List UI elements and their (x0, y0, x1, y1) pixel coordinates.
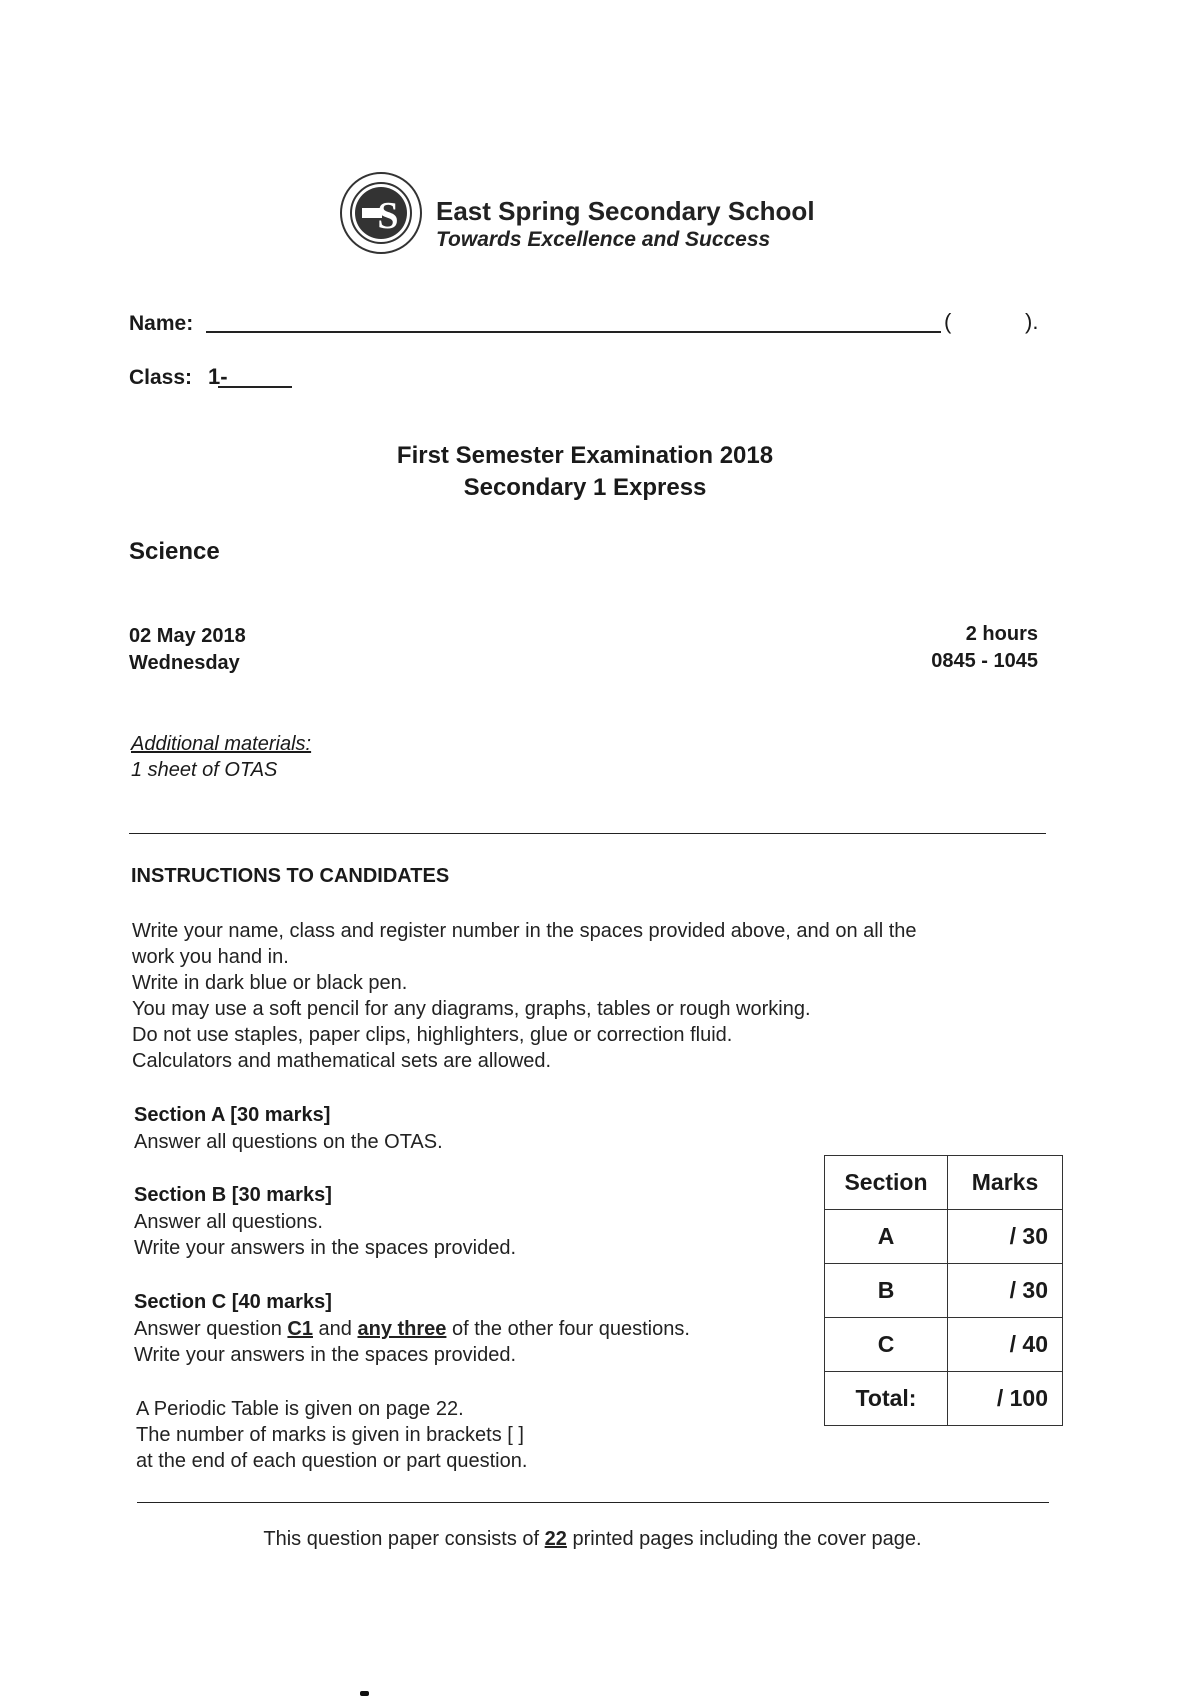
marks-cell: / 30 (948, 1264, 1063, 1318)
exam-level: Secondary 1 Express (463, 474, 707, 501)
marks-note: The number of marks is given in brackets [ ] (136, 1424, 524, 1446)
question-c1-ref: C1 (287, 1318, 313, 1340)
section-c-heading: Section C [40 marks] (134, 1291, 332, 1313)
instruction-line: Do not use staples, paper clips, highlighters, glue or correction fluid. (132, 1024, 733, 1046)
marks-note: at the end of each question or part question. (136, 1450, 528, 1472)
section-b-instruction: Write your answers in the spaces provided. (134, 1237, 517, 1259)
name-field[interactable] (206, 331, 941, 333)
column-header-marks: Marks (948, 1156, 1063, 1210)
section-cell: A (825, 1210, 948, 1264)
class-value: 1- (208, 364, 228, 389)
section-cell: C (825, 1318, 948, 1372)
register-number-close-bracket: ). (1025, 309, 1039, 334)
total-label-cell: Total: (825, 1372, 948, 1426)
register-number-open-bracket: ( (944, 309, 952, 334)
text-fragment: printed pages including the cover page. (566, 1528, 922, 1550)
exam-date: 02 May 2018 (129, 625, 246, 647)
divider (137, 1502, 1049, 1503)
section-cell: B (825, 1264, 948, 1318)
section-b-instruction: Answer all questions. (134, 1211, 323, 1233)
marks-table (824, 1155, 1063, 1426)
section-a-heading: Section A [30 marks] (134, 1104, 331, 1126)
instruction-line: You may use a soft pencil for any diagrams, graphs, tables or rough working. (132, 998, 811, 1020)
instruction-line: Write in dark blue or black pen. (132, 972, 408, 994)
class-label: Class: (129, 366, 193, 389)
text-fragment: and (313, 1318, 358, 1340)
section-c-instruction: Write your answers in the spaces provided. (134, 1344, 517, 1366)
text-fragment: This question paper consists of (263, 1528, 545, 1550)
table-row-total (825, 1372, 1063, 1426)
additional-materials-label: Additional materials: (131, 733, 312, 755)
school-crest-icon (338, 170, 424, 256)
any-three-emphasis: any three (357, 1318, 447, 1340)
instruction-line: work you hand in. (132, 946, 289, 968)
column-header-section: Section (825, 1156, 948, 1210)
additional-materials-item: 1 sheet of OTAS (131, 759, 278, 781)
divider (129, 833, 1046, 834)
page-count: 22 (544, 1528, 567, 1550)
class-field[interactable] (218, 386, 292, 388)
total-marks-cell: / 100 (948, 1372, 1063, 1426)
table-row (825, 1264, 1063, 1318)
svg-text:S: S (377, 195, 399, 237)
instruction-line: Write your name, class and register number in the spaces provided above, and on all the (132, 920, 917, 942)
exam-time-range: 0845 - 1045 (931, 650, 1038, 672)
exam-title: First Semester Examination 2018 (396, 442, 774, 469)
scan-mark (360, 1691, 369, 1696)
subject-title: Science (129, 538, 220, 565)
marks-cell: / 40 (948, 1318, 1063, 1372)
exam-day: Wednesday (129, 652, 240, 674)
instructions-heading: INSTRUCTIONS TO CANDIDATES (131, 865, 450, 887)
periodic-table-note: A Periodic Table is given on page 22. (136, 1398, 464, 1420)
section-a-instruction: Answer all questions on the OTAS. (134, 1131, 443, 1153)
marks-cell: / 30 (948, 1210, 1063, 1264)
name-label: Name: (129, 312, 194, 335)
school-name: East Spring Secondary School (436, 196, 815, 226)
table-header-row (825, 1156, 1063, 1210)
table-row (825, 1210, 1063, 1264)
table-row (825, 1318, 1063, 1372)
text-fragment: Answer question (134, 1318, 288, 1340)
section-c-instruction (134, 1318, 690, 1341)
exam-duration: 2 hours (965, 623, 1038, 645)
section-b-heading: Section B [30 marks] (134, 1184, 332, 1206)
page-count-footer (0, 1528, 1185, 1551)
school-motto: Towards Excellence and Success (436, 228, 771, 251)
text-fragment: of the other four questions. (446, 1318, 690, 1340)
instruction-line: Calculators and mathematical sets are allowed. (132, 1050, 552, 1072)
